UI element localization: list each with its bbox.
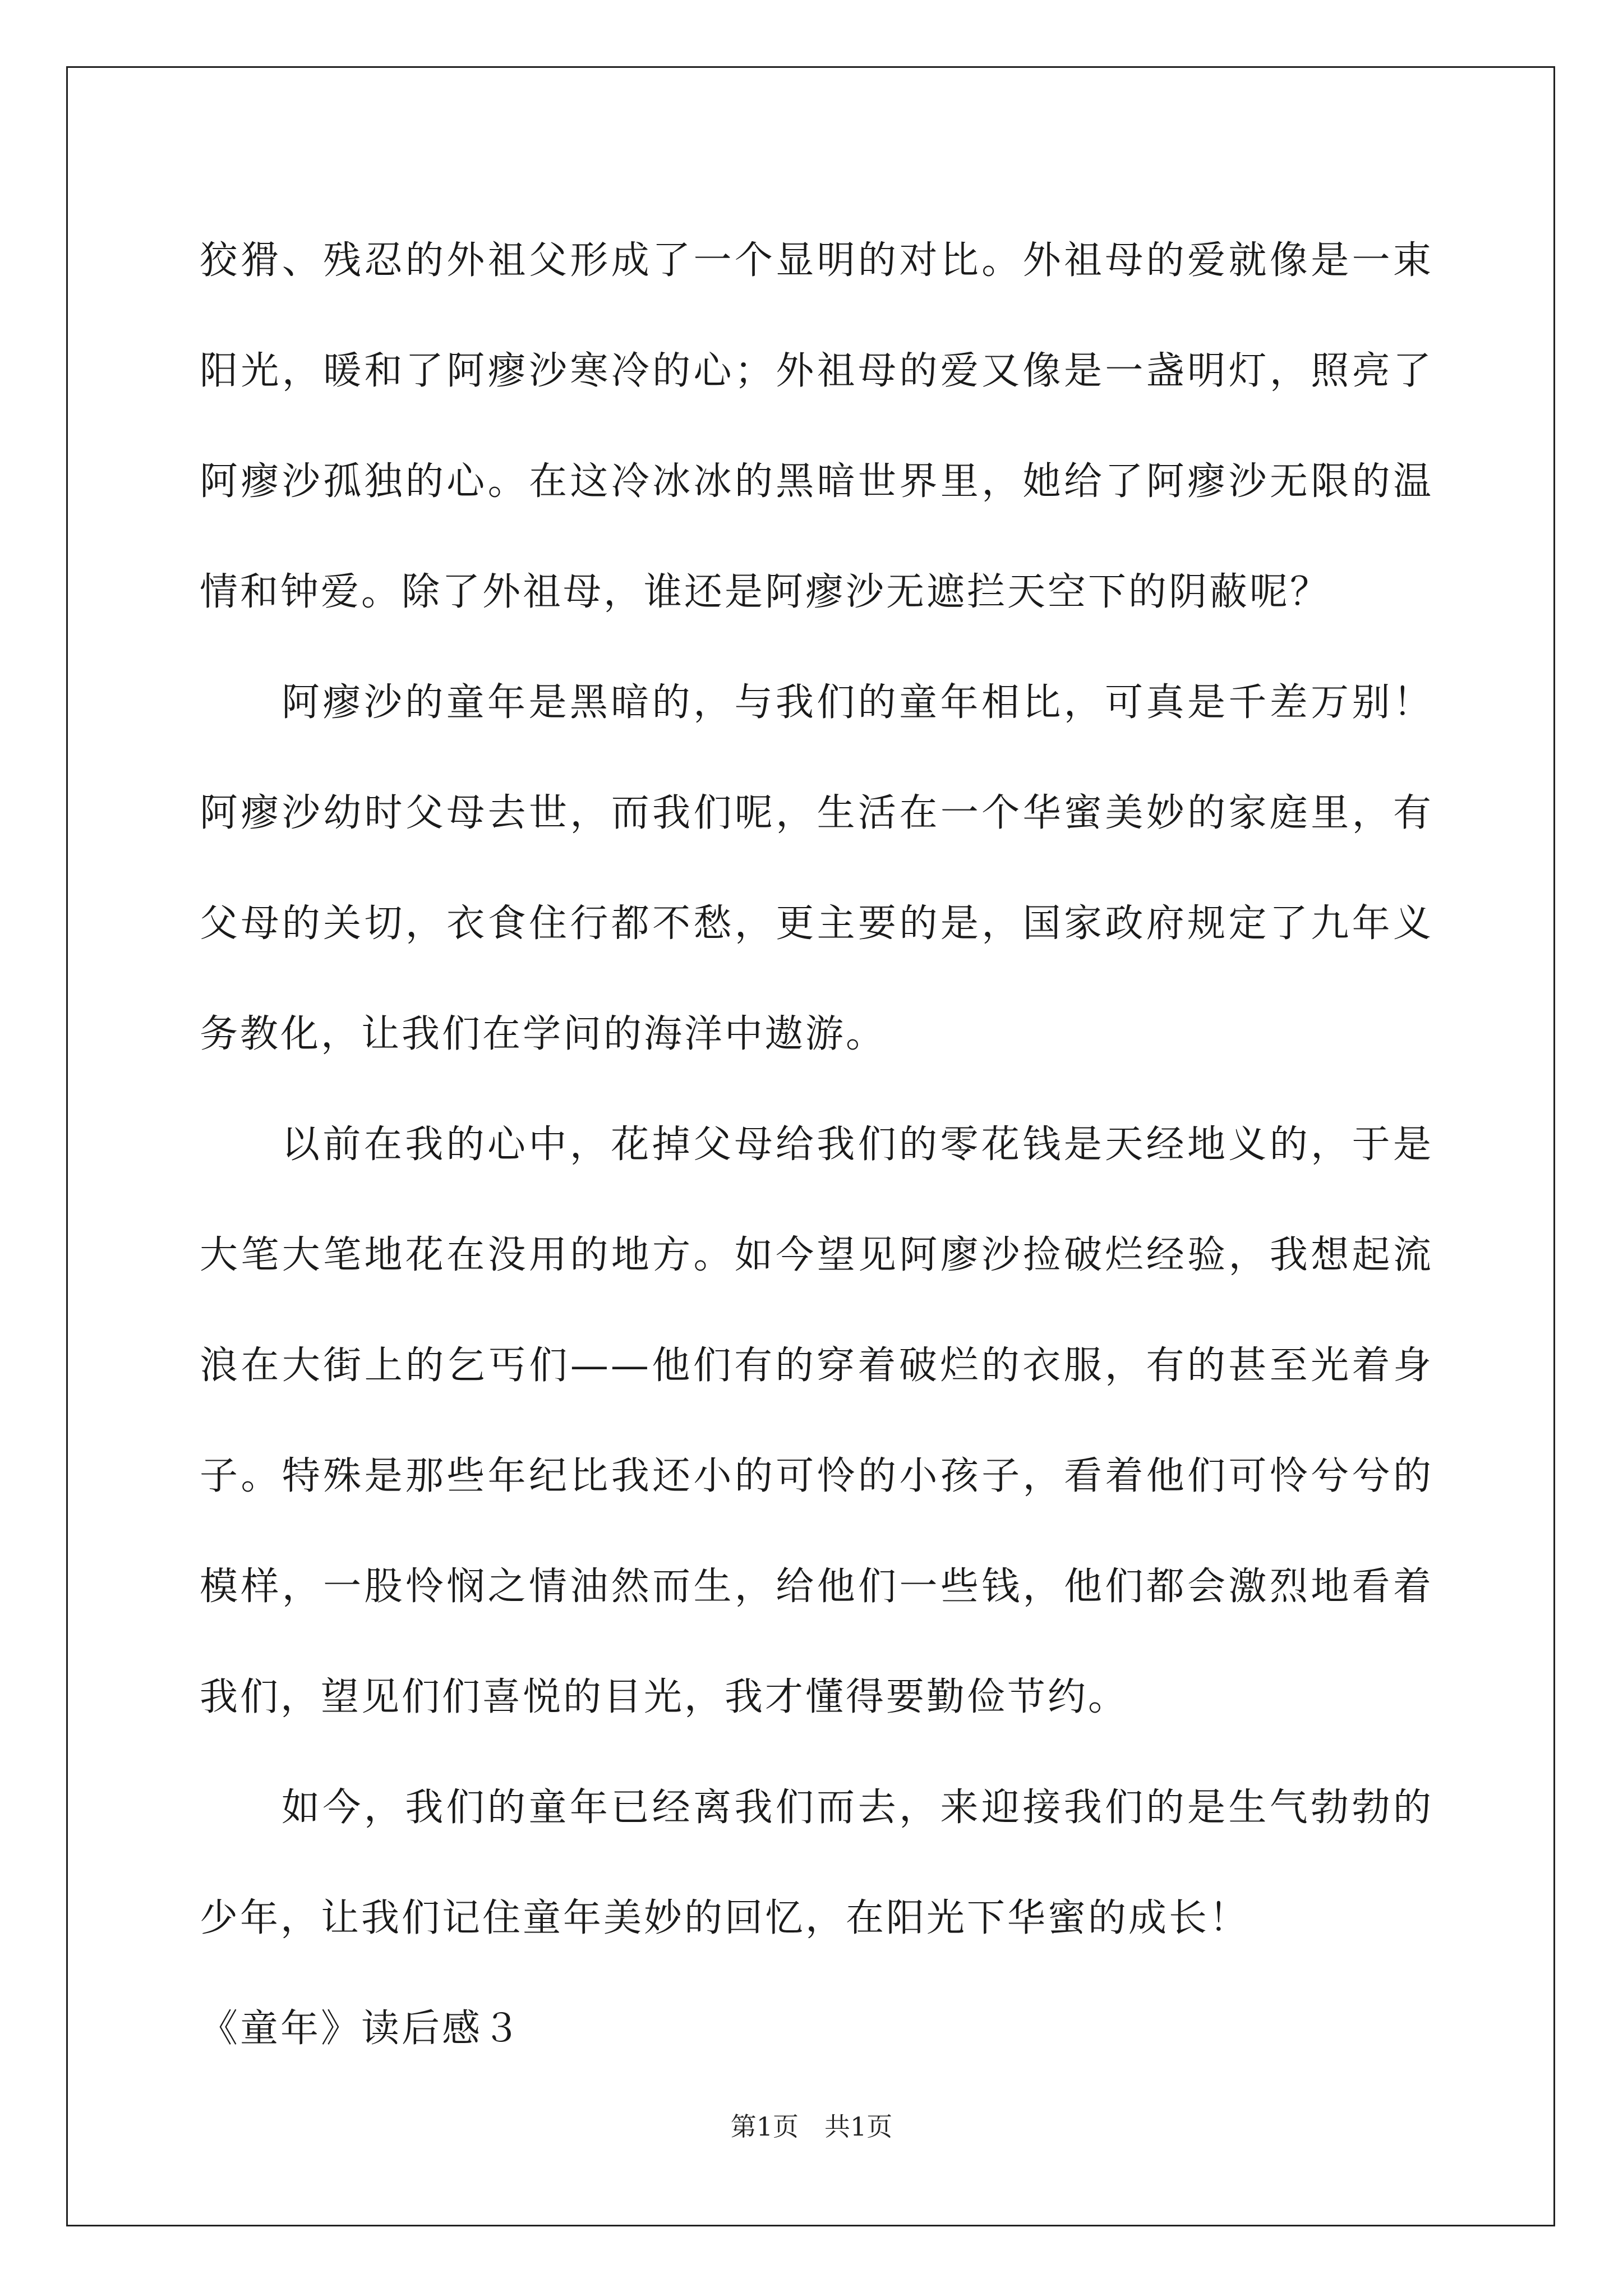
document-body <box>200 205 1433 2084</box>
section-heading: 《童年》读后感３ <box>200 2007 523 2051</box>
paragraph-3: 以前在我的心中，花掉父母给我们的零花钱是天经地义的，于是大笔大笔地花在没用的地方。如今望见阿廖沙捡破烂经验，我想起流浪在大街上的乞丐们——他们有的穿着破烂的衣服，有的甚至光着身子。特殊是那些年纪比我还小的可怜的小孩子，看着他们可怜兮兮的模样，一股怜悯之情油然而生，给他们一些钱，他们都会激烈地看着我们，望见们们喜悦的目光，我才懂得要勤俭节约。 <box>200 1122 1433 1719</box>
paragraph-2: 阿瘳沙的童年是黑暗的，与我们的童年相比，可真是千差万别！阿瘳沙幼时父母去世，而我们呢，生活在一个华蜜美妙的家庭里，有父母的关切，衣食住行都不愁，更主要的是，国家政府规定了九年义务教化，让我们在学问的海洋中遨游。 <box>200 680 1433 1056</box>
paragraph-4: 如今，我们的童年已经离我们而去，来迎接我们的是生气勃勃的少年，让我们记住童年美妙的回忆，在阳光下华蜜的成长！ <box>200 1786 1433 1940</box>
paragraph-1: 狡猾、残忍的外祖父形成了一个显明的对比。外祖母的爱就像是一束阳光，暖和了阿瘳沙寒冷的心；外祖母的爱又像是一盏明灯，照亮了阿瘳沙孤独的心。在这冷冰冰的黑暗世界里，她给了阿瘳沙无限的温情和钟爱。除了外祖母，谁还是阿瘳沙无遮拦天空下的阴蔽呢？ <box>200 238 1433 614</box>
page-number: 第1页 共1页 <box>730 2111 893 2142</box>
